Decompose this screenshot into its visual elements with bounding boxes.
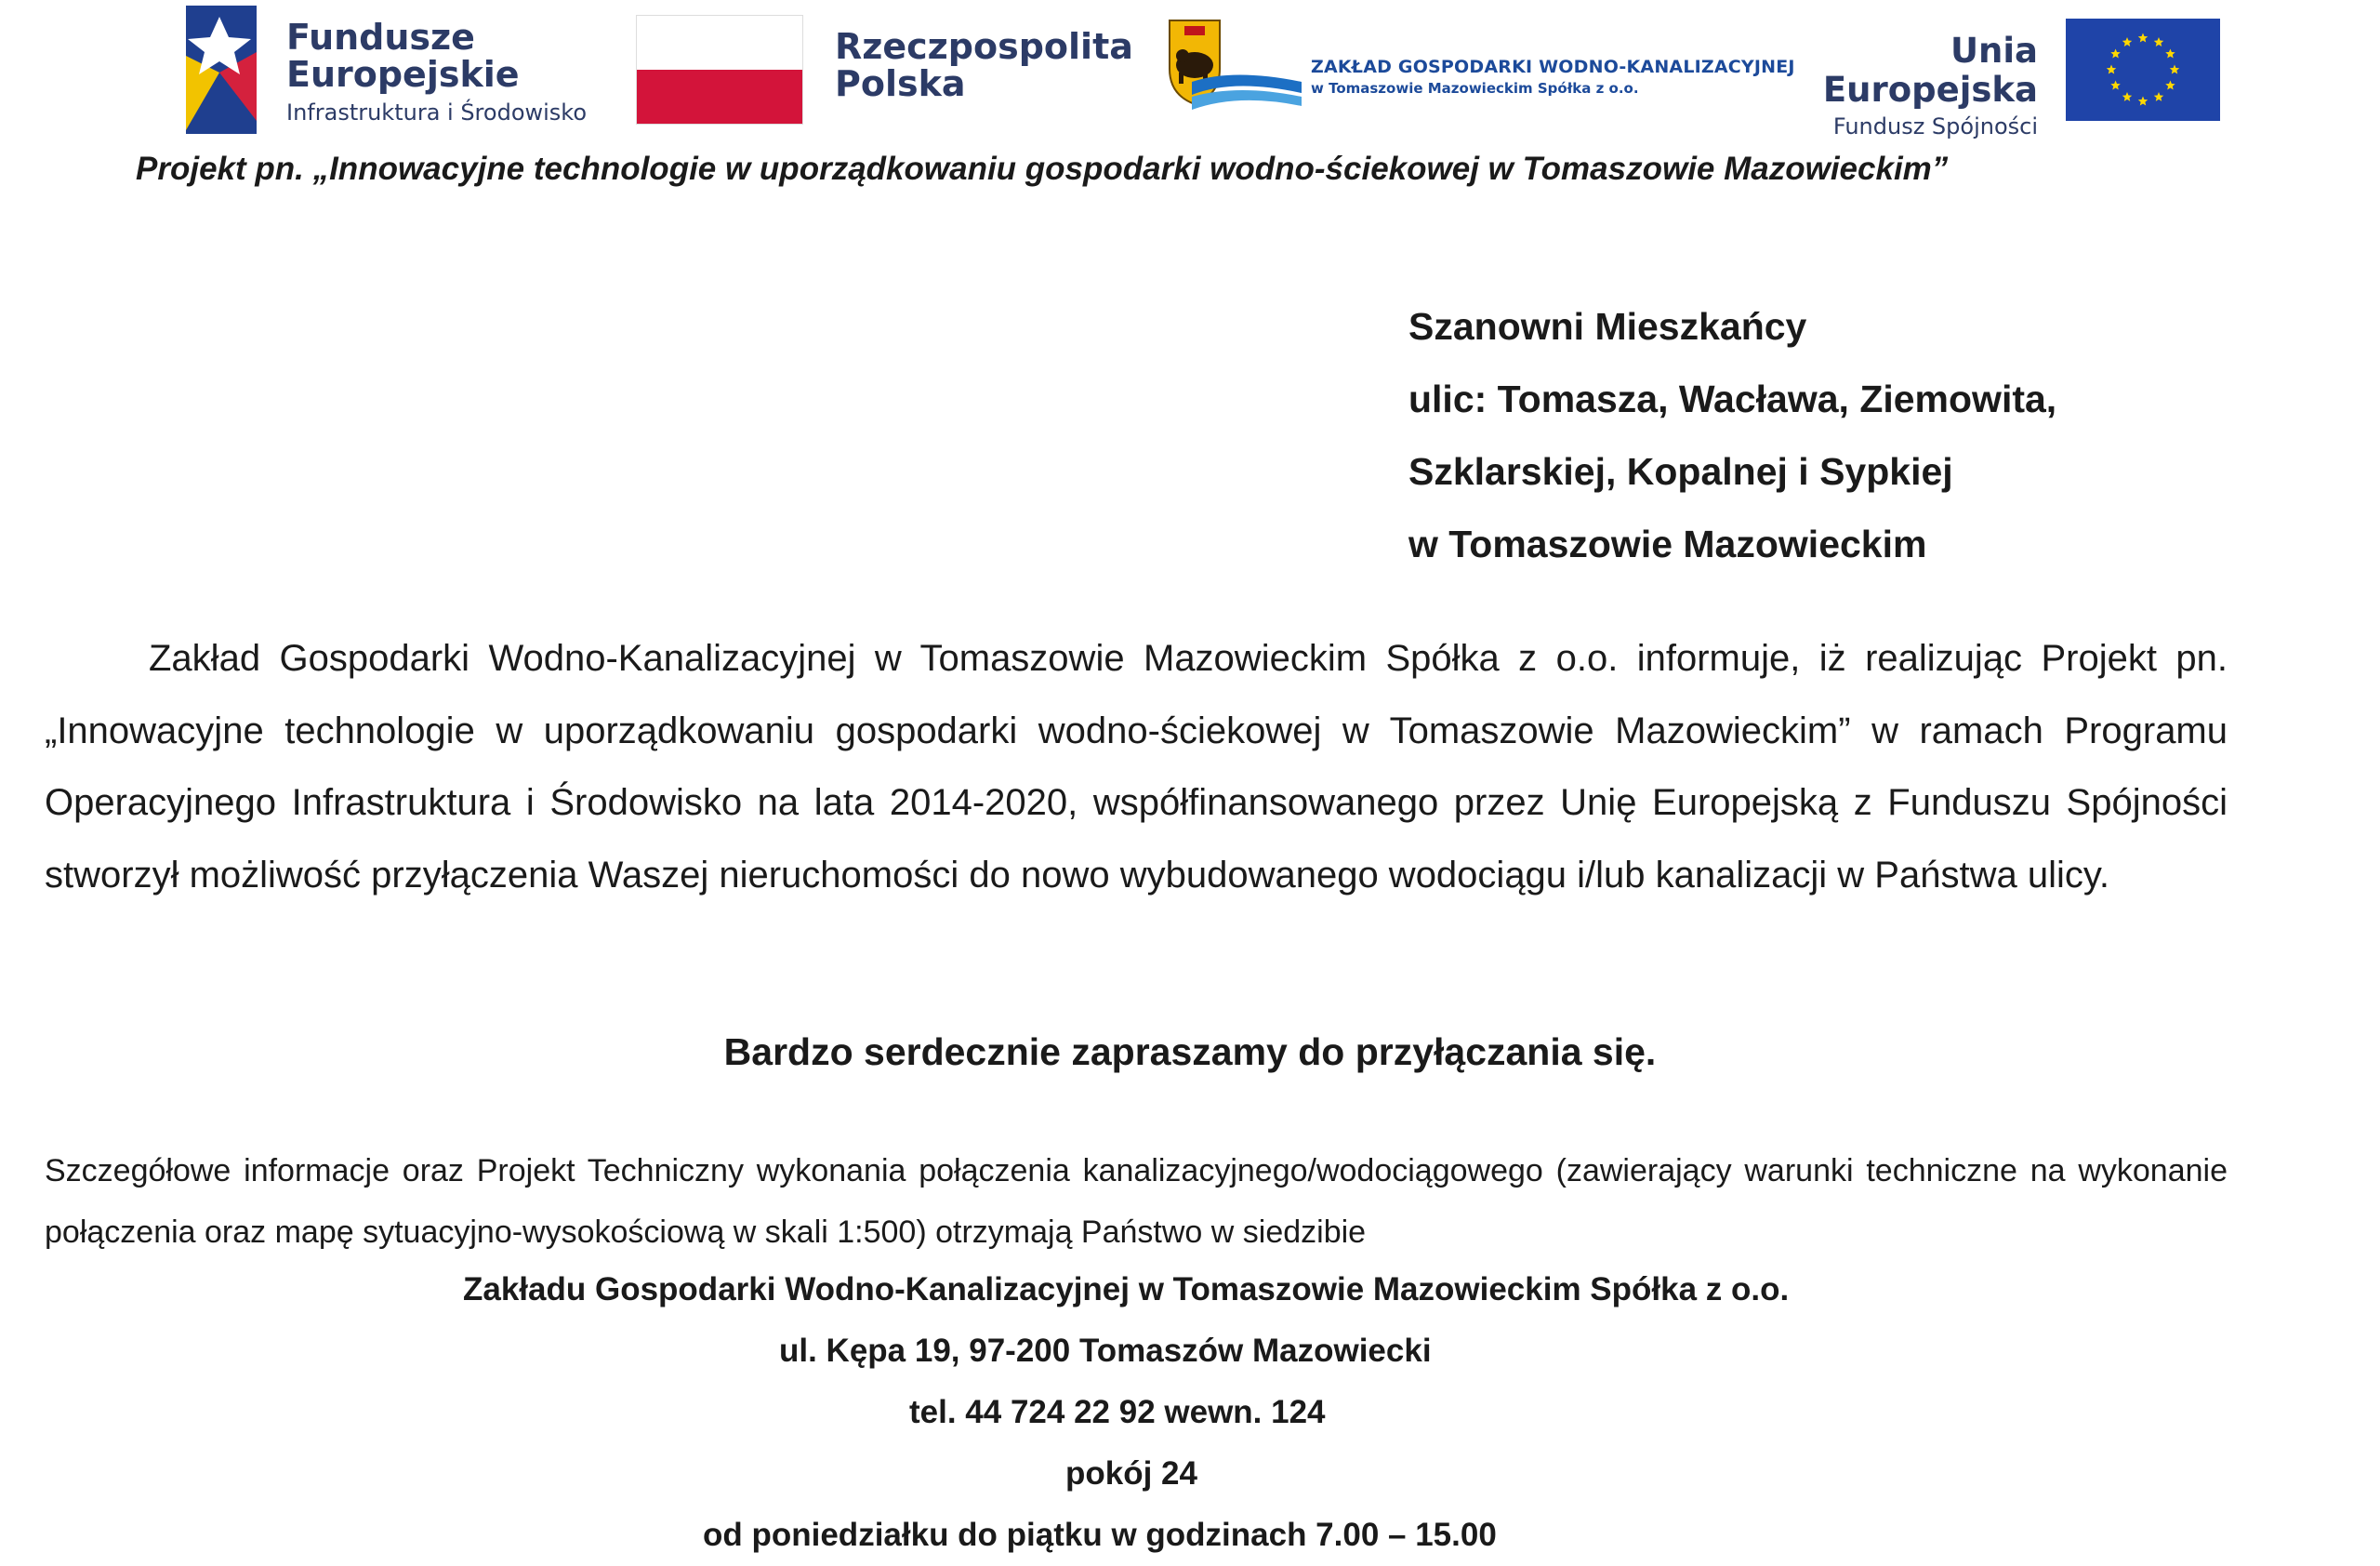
- invitation-heading: Bardzo serdecznie zapraszamy do przyłączania się.: [723, 1030, 1657, 1073]
- details-paragraph: Szczegółowe informacje oraz Projekt Techniczny wykonania połączenia kanalizacyjnego/wodociągowego (zawierający warunki techniczne na wykonanie połączenia oraz mapę sytuacyjno-wysokościową w skali 1:500) otrzymają Państwo w siedzibie: [45, 1153, 2228, 1250]
- eu-star-icon: [2107, 65, 2116, 74]
- zgwk-logo-line2: w Tomaszowie Mazowieckim Spółka z o.o.: [1311, 80, 1639, 97]
- eu-star-icon: [2170, 65, 2179, 74]
- fe-logo-line2: Europejskie: [286, 54, 520, 95]
- addressee-block: [1408, 290, 2056, 580]
- logo-bar: [0, 0, 2380, 149]
- body-text: Zakład Gospodarki Wodno-Kanalizacyjnej w Tomaszowie Mazowieckim Spółka z o.o. informuje, iż realizując Projekt pn. „Innowacyjne technologie w uporządkowaniu gospodarki wodno-ściekowej w Tomaszowie Mazowieckim” w ramach Programu Operacyjnego Infrastruktura i Środowisko na lata 2014-2020, współfinansowanego przez Unię Europejską z Funduszu Spójności stworzył możliwość przyłączenia Waszej nieruchomości do nowo wybudowanego wodociągu i/lub kanalizacji w Państwa ulicy.: [45, 638, 2228, 896]
- addressee-line4: w Tomaszowie Mazowieckim: [1408, 523, 1927, 565]
- eu-star-icon: [2138, 33, 2148, 43]
- eu-flag-icon: [2066, 19, 2220, 121]
- eu-star-icon: [2122, 37, 2132, 46]
- zgwk-logo-text: [1311, 56, 1795, 99]
- eu-star-icon: [2138, 97, 2148, 106]
- contact-address: ul. Kępa 19, 97-200 Tomaszów Mazowiecki: [779, 1333, 1432, 1369]
- addressee-line1: Szanowni Mieszkańcy: [1408, 305, 1807, 348]
- eu-star-icon: [2110, 49, 2120, 59]
- ue-logo-line2: Fundusz Spójności: [1832, 113, 2038, 139]
- fe-logo-line1: Fundusze: [286, 17, 475, 58]
- eu-star-icon: [2165, 81, 2175, 90]
- body-paragraph: [45, 623, 2228, 911]
- contact-hours: od poniedziałku do piątku w godzinach 7.00 – 15.00: [703, 1517, 1497, 1553]
- eu-star-icon: [2122, 92, 2132, 101]
- fe-star-logo-icon: [182, 0, 275, 139]
- addressee-line2: ulic: Tomasza, Wacława, Ziemowita,: [1408, 378, 2057, 420]
- ue-logo-line1: Unia Europejska: [1822, 31, 2038, 110]
- contact-room: pokój 24: [1065, 1455, 1197, 1492]
- zgwk-logo-line1: ZAKŁAD GOSPODARKI WODNO-KANALIZACYJNEJ: [1311, 57, 1795, 77]
- eu-star-icon: [2110, 81, 2120, 90]
- eu-star-icon: [2154, 37, 2163, 46]
- unia-europejska-logo: [1768, 32, 2038, 143]
- contact-company: Zakładu Gospodarki Wodno-Kanalizacyjnej w Tomaszowie Mazowieckim Spółka z o.o.: [463, 1271, 1790, 1307]
- fundusze-europejskie-logo: [182, 0, 591, 139]
- contact-block: [0, 1259, 2380, 1566]
- eu-star-icon: [2165, 49, 2175, 59]
- fe-logo-line3: Infrastruktura i Środowisko: [286, 100, 588, 126]
- addressee-line3: Szklarskiej, Kopalnej i Sypkiej: [1408, 450, 1953, 493]
- pl-logo-line1: Rzeczpospolita: [835, 26, 1133, 67]
- poland-flag-icon: [636, 15, 803, 125]
- rzeczpospolita-polska-logo: [835, 28, 1133, 102]
- contact-phone: tel. 44 724 22 92 wewn. 124: [909, 1394, 1326, 1430]
- project-title: Projekt pn. „Innowacyjne technologie w uporządkowaniu gospodarki wodno-ściekowej w Tomaszowie Mazowieckim”: [136, 151, 1949, 187]
- zgwk-logo: [1164, 17, 1303, 119]
- tomaszow-coat-of-arms-icon: [1164, 17, 1303, 119]
- pl-logo-line2: Polska: [835, 63, 966, 104]
- eu-star-icon: [2154, 92, 2163, 101]
